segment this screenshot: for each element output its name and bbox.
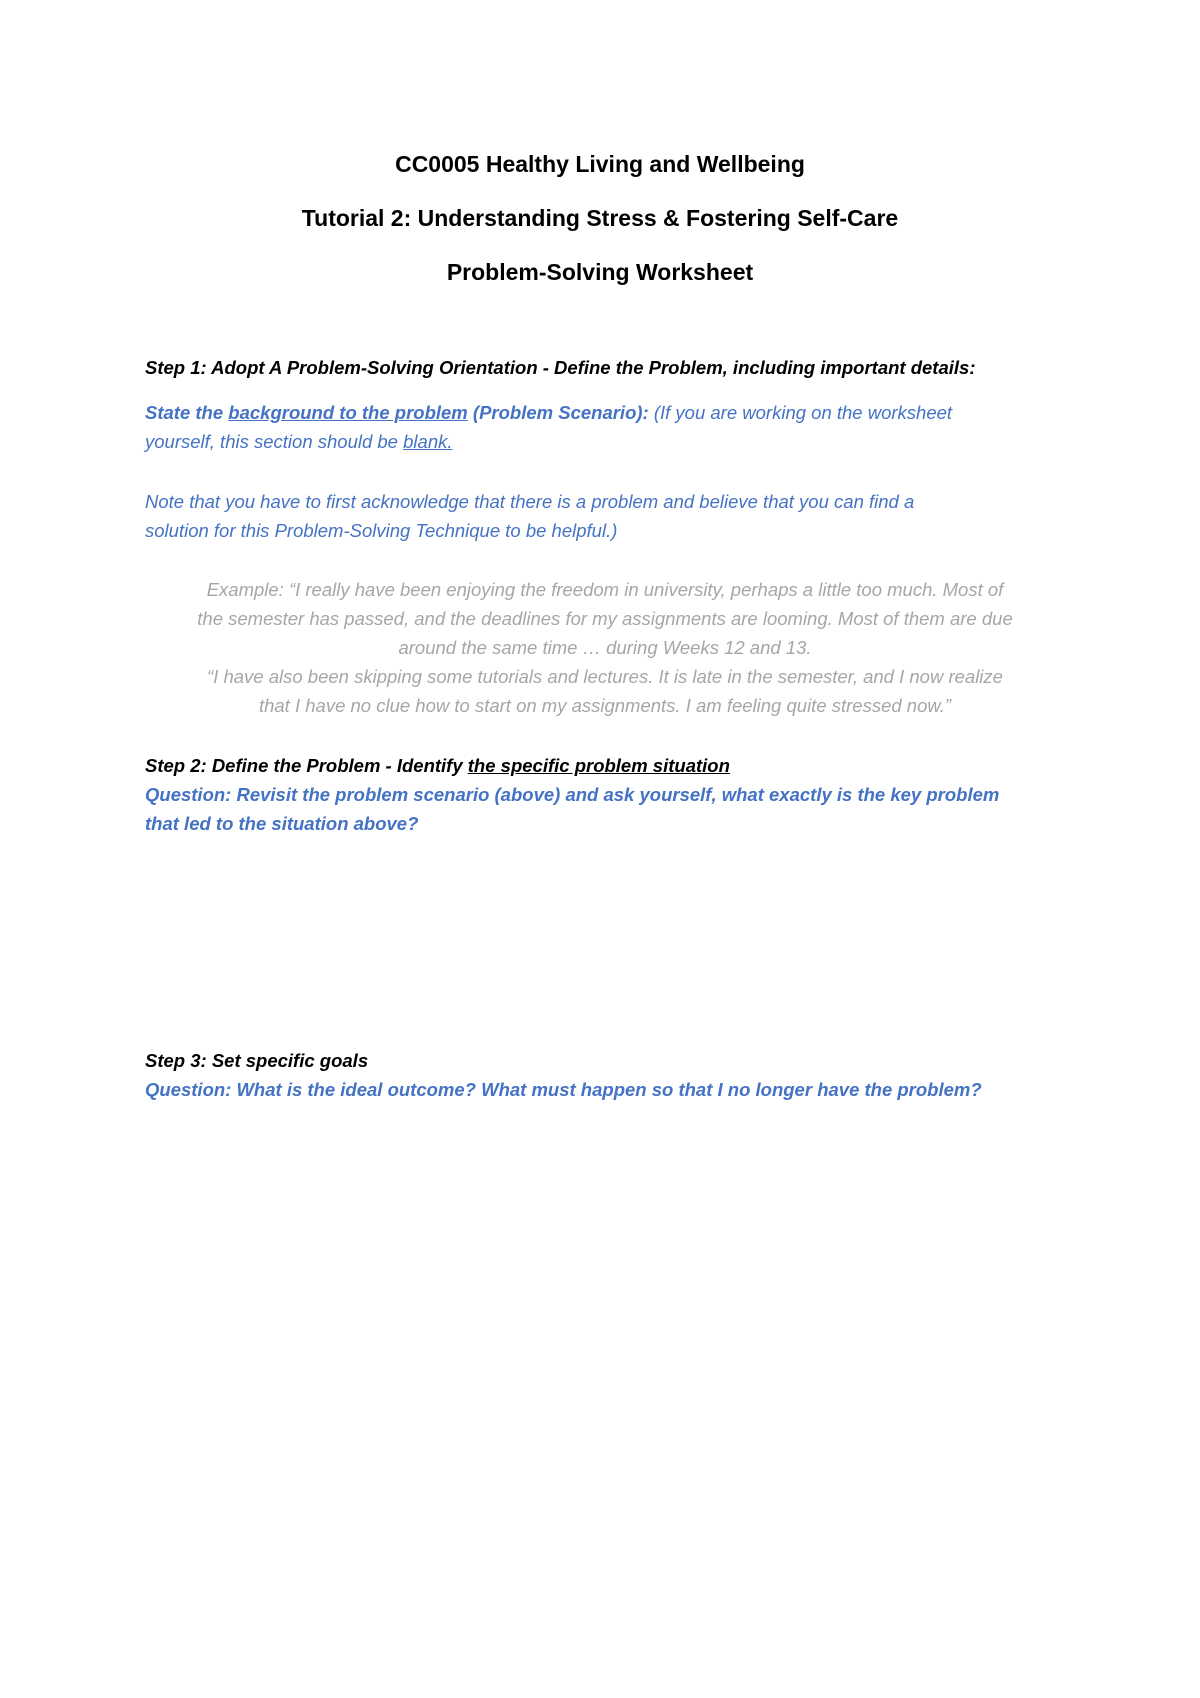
example-line-1: Example: “I really have been enjoying the freedom in university, perhaps a little too much. Most of <box>206 579 1004 600</box>
step1-instructions-line2 <box>145 427 1065 456</box>
course-title: CC0005 Healthy Living and Wellbeing <box>395 151 805 177</box>
step2 <box>145 751 1065 838</box>
example-line-5: that I have no clue how to start on my assignments. I am feeling quite stressed now.” <box>258 695 952 716</box>
step2-question-line1: Question: Revisit the problem scenario (above) and ask yourself, what exactly is the key problem <box>145 784 1000 805</box>
step2-question-line2: that led to the situation above? <box>145 813 419 834</box>
step1-heading: Step 1: Adopt A Problem-Solving Orientation - Define the Problem, including important details: <box>145 357 976 378</box>
step1-note-line1: Note that you have to first acknowledge that there is a problem and believe that you can find a <box>145 491 915 512</box>
step2-heading <box>145 751 1065 780</box>
tutorial-title: Tutorial 2: Understanding Stress & Fostering Self-Care <box>301 205 899 231</box>
step1-note <box>145 487 1065 545</box>
step1-instructions <box>145 398 1065 456</box>
background-link-text: background to the problem <box>228 402 468 423</box>
step3 <box>145 1046 1065 1104</box>
state-prefix: State the <box>145 402 229 423</box>
step2-heading-underlined: the specific problem situation <box>467 755 730 776</box>
worksheet-title: Problem-Solving Worksheet <box>446 259 754 285</box>
example-line-3: around the same time … during Weeks 12 and 13. <box>398 637 812 658</box>
example-line-4: “I have also been skipping some tutorials and lectures. It is late in the semester, and I now realize <box>207 666 1003 687</box>
state-note: (If you are working on the worksheet <box>648 402 953 423</box>
step2-heading-prefix: Step 2: Define the Problem - Identify <box>145 755 468 776</box>
blank-text: blank. <box>403 431 453 452</box>
state-line2-prefix: yourself, this section should be <box>145 431 404 452</box>
example-line-2: the semester has passed, and the deadlines for my assignments are looming. Most of them are due <box>197 608 1013 629</box>
step1-example <box>130 575 1080 720</box>
step3-heading: Step 3: Set specific goals <box>145 1050 369 1071</box>
step1-note-line2: solution for this Problem-Solving Technique to be helpful.) <box>145 520 618 541</box>
step3-question: Question: What is the ideal outcome? What must happen so that I no longer have the problem? <box>145 1079 982 1100</box>
problem-scenario-label: (Problem Scenario): <box>467 402 649 423</box>
step1-instructions-line1 <box>145 398 1065 427</box>
